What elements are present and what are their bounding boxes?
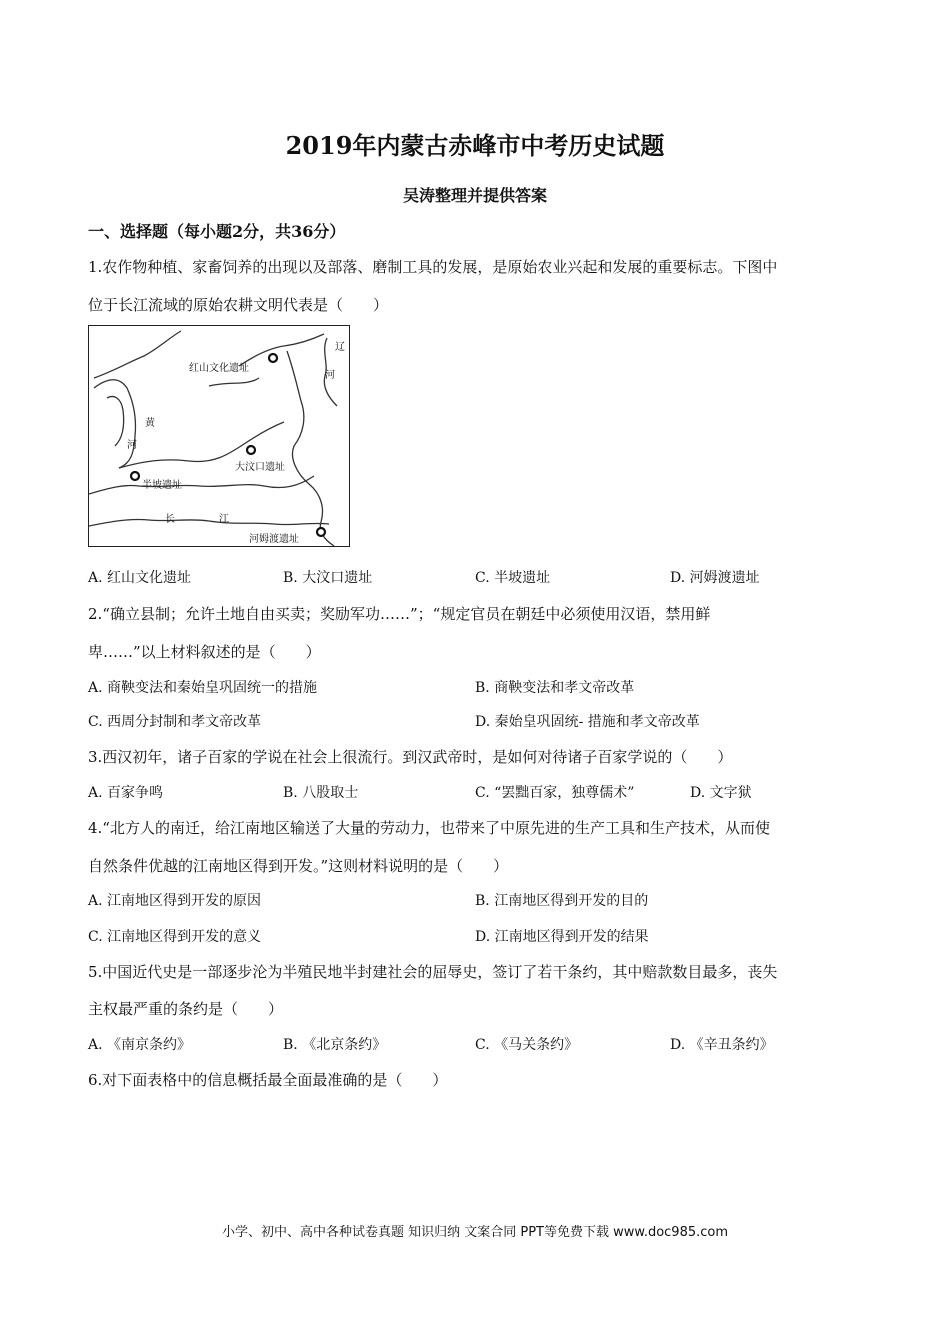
question-3-line-1: 3.西汉初年，诸子百家的学说在社会上很流行。到汉武帝时，是如何对待诸子百家学说的（ ）	[88, 748, 733, 766]
question-2-line-2: 卑……”以上材料叙述的是（ ）	[88, 643, 321, 661]
question-2-option-a[interactable]: A. 商鞅变法和秦始皇巩固统一的措施	[88, 680, 318, 696]
yangtze-river-label-1: 长	[165, 514, 175, 525]
question-1-line-1: 1.农作物种植、家畜饲养的出现以及部落、磨制工具的发展，是原始农业兴起和发展的重要标志。下图中	[88, 258, 778, 276]
question-3-option-a[interactable]: A. 百家争鸣	[88, 785, 164, 801]
hongshan-site-marker	[269, 354, 277, 362]
question-4-option-c[interactable]: C. 江南地区得到开发的意义	[88, 929, 262, 945]
yellow-river-loop	[94, 380, 136, 468]
hemudu-site-label: 河姆渡遗址	[249, 534, 299, 545]
question-5-line-1: 5.中国近代史是一部逐步沦为半殖民地半封建社会的屈辱史，签订了若干条约，其中赔款数目最多，丧失	[88, 963, 778, 981]
page-footer: 小学、初中、高中各种试卷真题 知识归纳 文案合同 PPT等免费下载 www.doc985.com	[221, 1225, 729, 1240]
question-5-option-a[interactable]: A. 《南京条约》	[88, 1037, 192, 1053]
dawenkou-site-label: 大汶口遗址	[235, 462, 285, 473]
yangtze-river	[89, 519, 329, 526]
question-2-option-b[interactable]: B. 商鞅变法和孝文帝改革	[475, 680, 635, 696]
question-1-option-a[interactable]: A. 红山文化遗址	[88, 570, 192, 586]
question-2-option-d[interactable]: D. 秦始皇巩固统- 措施和孝文帝改革	[475, 714, 700, 730]
dawenkou-site-marker	[247, 446, 255, 454]
banpo-site-marker	[131, 472, 139, 480]
inner-contour	[107, 397, 124, 447]
yellow-river-label-2: 河	[127, 440, 137, 451]
question-5-option-d[interactable]: D. 《辛丑条约》	[670, 1037, 774, 1053]
question-5-line-2: 主权最严重的条约是（ ）	[88, 1000, 284, 1018]
banpo-site-label: 半坡遗址	[142, 480, 182, 491]
yangtze-river-label-2: 江	[219, 514, 229, 525]
border-line-northeast	[239, 334, 324, 366]
hongshan-site-label: 红山文化遗址	[189, 363, 249, 374]
question-1-option-d[interactable]: D. 河姆渡遗址	[670, 570, 760, 586]
question-3-option-d[interactable]: D. 文字狱	[690, 785, 752, 801]
boundary-middle	[89, 476, 314, 494]
question-6-line-1: 6.对下面表格中的信息概括最全面最准确的是（ ）	[88, 1071, 448, 1089]
hemudu-site-marker	[317, 528, 325, 536]
yellow-river-label-1: 黄	[145, 418, 155, 429]
question-4-option-b[interactable]: B. 江南地区得到开发的目的	[475, 893, 649, 909]
question-4-option-a[interactable]: A. 江南地区得到开发的原因	[88, 893, 262, 909]
river-branch	[209, 378, 259, 386]
document-title: 2019年内蒙古赤峰市中考历史试题	[285, 131, 665, 160]
section-heading: 一、选择题（每小题2分，共36分）	[88, 222, 346, 241]
question-4-line-2: 自然条件优越的江南地区得到开发。”这则材料说明的是（ ）	[88, 857, 509, 875]
question-3-option-b[interactable]: B. 八股取士	[283, 785, 359, 801]
question-4-line-1: 4.“北方人的南迁，给江南地区输送了大量的劳动力，也带来了中原先进的生产工具和生产技术，从而使	[88, 819, 770, 837]
border-line-north	[94, 331, 181, 378]
question-2-option-c[interactable]: C. 西周分封制和孝文帝改革	[88, 714, 262, 730]
question-1-option-b[interactable]: B. 大汶口遗址	[283, 570, 373, 586]
question-4-option-d[interactable]: D. 江南地区得到开发的结果	[475, 929, 649, 945]
question-3-option-c[interactable]: C. “罢黜百家，独尊儒术”	[475, 785, 635, 801]
question-1-line-2: 位于长江流域的原始农耕文明代表是（ ）	[88, 296, 389, 314]
liao-river-label-2: 河	[325, 370, 335, 381]
question-5-option-b[interactable]: B. 《北京条约》	[283, 1037, 387, 1053]
document-subtitle: 吴涛整理并提供答案	[402, 186, 547, 205]
question-2-line-1: 2.“确立县制；允许土地自由买卖；奖励军功……”；“规定官员在朝廷中必须使用汉语，禁用鲜	[88, 605, 711, 623]
liao-river-label-1: 辽	[335, 342, 345, 353]
neolithic-sites-map	[88, 325, 350, 547]
question-1-option-c[interactable]: C. 半坡遗址	[475, 570, 551, 586]
question-5-option-c[interactable]: C. 《马关条约》	[475, 1037, 579, 1053]
